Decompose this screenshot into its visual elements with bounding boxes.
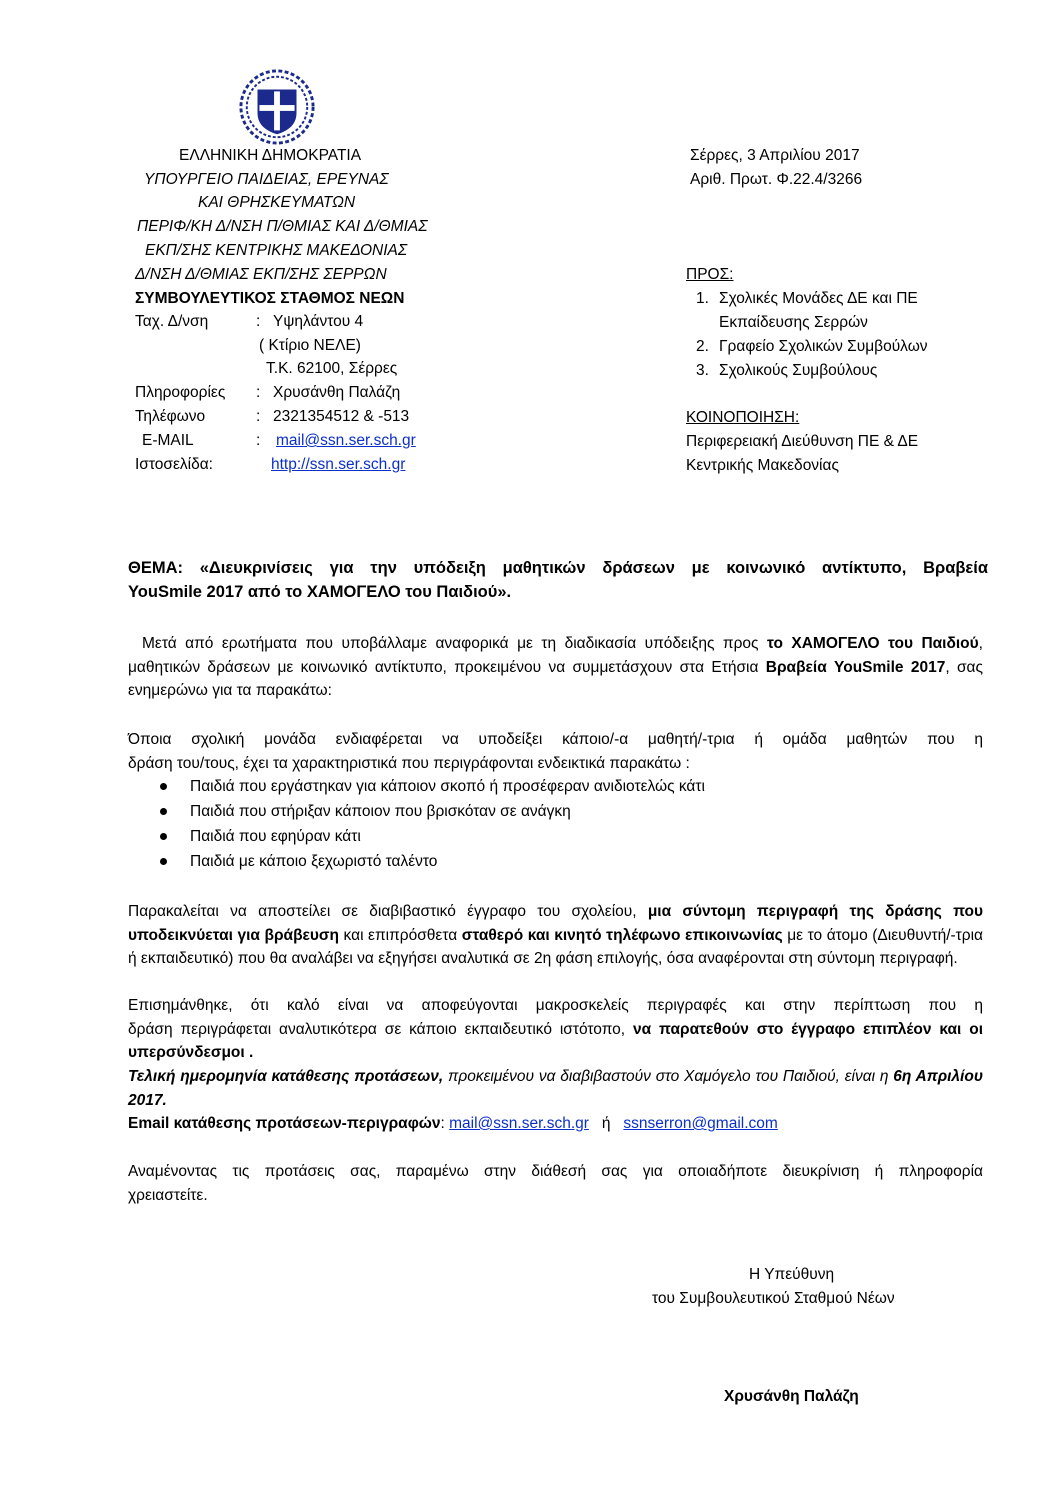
bullet-icon <box>160 808 167 815</box>
letter-date: Σέρρες, 3 Απριλίου 2017 <box>690 147 860 164</box>
recipient-3-line-1: Σχολικούς Συμβούλους <box>719 362 878 379</box>
closing-line-2: χρειαστείτε. <box>128 1186 208 1204</box>
address-label: Ταχ. Δ/νση <box>135 313 209 330</box>
paragraph-request <box>128 900 983 971</box>
closing-line-1: Αναμένοντας τις προτάσεις σας, παραμένω στην διάθεσή σας για οποιαδήποτε διευκρίνιση ή πληροφορία <box>128 1163 983 1180</box>
signature-title-1: Η Υπεύθυνη <box>749 1266 835 1283</box>
cc-label: ΚΟΙΝΟΠΟΙΗΣΗ: <box>686 409 800 426</box>
email-link[interactable]: mail@ssn.ser.sch.gr <box>276 432 416 449</box>
submission-email-link-2[interactable]: ssnserron@gmail.com <box>623 1115 778 1132</box>
submission-email-label: Email κατάθεσης προτάσεων-περιγραφών <box>128 1115 441 1132</box>
list-item: Παιδιά που εργάστηκαν για κάποιον σκοπό ή προσέφεραν ανιδιοτελώς κάτι <box>128 774 705 799</box>
request-bold-a: μια σύντομη περιγραφή της δράσης <box>647 903 942 920</box>
submission-email-colon: : <box>440 1115 450 1132</box>
request-bold-c: σταθερό και κινητό τηλέφωνο επικοινωνίας <box>461 926 783 944</box>
criteria-list <box>128 774 705 874</box>
request-text-c: με το <box>782 926 823 944</box>
note-bold-b: επιπλέον και οι υπερσύνδεσμοι . <box>128 1020 984 1061</box>
recipient-2-number: 2. <box>696 338 709 355</box>
request-bold-b: που υποδεικνύεται για βράβευση <box>128 903 984 944</box>
submission-email-link-1[interactable]: mail@ssn.ser.sch.gr <box>449 1115 589 1132</box>
subject-line-2: YouSmile 2017 από το ΧΑΜΟΓΕΛΟ του Παιδιού». <box>128 583 512 601</box>
recipient-1-number: 1. <box>696 290 709 307</box>
paragraph-note <box>128 994 983 1065</box>
address-line-1: Υψηλάντου 4 <box>273 313 364 330</box>
list-item: Παιδιά που εφηύραν κάτι <box>128 824 705 849</box>
request-text-d: άτομο (Διευθυντή/-τρια ή εκπαιδευτικό) που θα αναλάβει να εξηγήσει αναλυτικά σε 2η φάση επιλογής, <box>128 926 984 967</box>
deadline-date: 6η Απριλίου 2017. <box>128 1068 983 1109</box>
sender-line-7: ΣΥΜΒΟΥΛΕΥΤΙΚΟΣ ΣΤΑΘΜΟΣ ΝΕΩΝ <box>135 290 405 307</box>
bullet-icon <box>160 858 167 865</box>
address-line-3: Τ.Κ. 62100, Σέρρες <box>266 360 398 377</box>
info-label: Πληροφορίες <box>135 384 226 401</box>
criteria-line-1: Όποια σχολική μονάδα ενδιαφέρεται να υποδείξει κάποιο/-α μαθητή/-τρια ή ομάδα μαθητών που η <box>128 731 983 748</box>
deadline-text-a: προκειμένου να διαβιβαστούν στο Χαμόγελο του Παιδιού, <box>443 1068 840 1085</box>
address-line-2: ( Κτίριο ΝΕΛΕ) <box>259 337 361 354</box>
request-text-e: όσα αναφέρονται στη σύντομη περιγραφή. <box>666 950 958 967</box>
signature-title-2: του Συμβουλευτικού Σταθμού Νέων <box>652 1290 895 1307</box>
list-item: Παιδιά που στήριξαν κάποιον που βρισκόταν σε ανάγκη <box>128 799 705 824</box>
phone-label: Τηλέφωνο <box>135 408 206 425</box>
protocol-number: Αριθ. Πρωτ. Φ.22.4/3266 <box>690 171 863 188</box>
website-label: Ιστοσελίδα: <box>135 456 213 473</box>
website-link[interactable]: http://ssn.ser.sch.gr <box>271 456 406 473</box>
recipient-1-line-1: Σχολικές Μονάδες ΔΕ και ΠΕ <box>719 290 918 307</box>
request-text-a: Παρακαλείται να αποστείλει σε διαβιβαστικό έγγραφο του σχολείου, <box>128 903 648 920</box>
paragraph-deadline <box>128 1065 983 1112</box>
intro-bold-org-b: Παιδιού <box>921 635 979 652</box>
note-bold-a: να παρατεθούν στο έγγραφο <box>632 1020 856 1038</box>
address-colon: : <box>256 313 261 330</box>
bullet-icon <box>160 783 167 790</box>
paragraph-intro <box>128 632 983 703</box>
sender-line-1: ΕΛΛΗΝΙΚΗ ΔΗΜΟΚΡΑΤΙΑ <box>179 147 362 164</box>
intro-bold-org-a: το ΧΑΜΟΓΕΛΟ του <box>766 635 913 652</box>
subject <box>128 556 988 604</box>
deadline-bold-a: Τελική ημερομηνία κατάθεσης προτάσεων, <box>128 1068 444 1085</box>
subject-line-1: ΘΕΜΑ: «Διευκρινίσεις για την υπόδειξη μαθητικών δράσεων με κοινωνικό αντίκτυπο, Βραβεία <box>128 559 988 577</box>
request-text-b: και επιπρόσθετα <box>339 926 462 944</box>
intro-text-c: , σας ενημερώνω για τα παρακάτω: <box>128 658 983 699</box>
intro-bold-awards: Βραβεία YouSmile 2017 <box>765 658 946 676</box>
submission-email-or: ή <box>588 1115 624 1132</box>
email-colon: : <box>256 432 261 449</box>
note-line-1: Επισημάνθηκε, ότι καλό είναι να αποφεύγονται μακροσκελείς περιγραφές και στην περίπτωση που η <box>128 997 983 1014</box>
email-label: E-MAIL <box>142 432 194 449</box>
bullet-icon <box>160 833 167 840</box>
paragraph-criteria <box>128 728 983 775</box>
info-value: Χρυσάνθη Παλάζη <box>273 384 401 401</box>
sender-line-2: ΥΠΟΥΡΓΕΙΟ ΠΑΙΔΕΙΑΣ, ΕΡΕΥΝΑΣ <box>144 171 389 188</box>
sender-line-4: ΠΕΡΙΦ/ΚΗ Δ/ΝΣΗ Π/ΘΜΙΑΣ ΚΑΙ Δ/ΘΜΙΑΣ <box>137 218 428 235</box>
recipient-1-line-2: Εκπαίδευσης Σερρών <box>719 314 868 331</box>
info-colon: : <box>256 384 261 401</box>
signature-name: Χρυσάνθη Παλάζη <box>724 1388 859 1405</box>
sender-line-3: ΚΑΙ ΘΡΗΣΚΕΥΜΑΤΩΝ <box>198 194 356 211</box>
recipient-2-line-1: Γραφείο Σχολικών Συμβούλων <box>719 338 928 355</box>
phone-colon: : <box>256 408 261 425</box>
criteria-line-2: δράση του/τους, έχει τα χαρακτηριστικά που περιγράφονται ενδεικτικά παρακάτω : <box>128 754 690 772</box>
cc-line-1: Περιφερειακή Διεύθυνση ΠΕ & ΔΕ <box>686 433 919 450</box>
list-item: Παιδιά με κάποιο ξεχωριστό ταλέντο <box>128 849 705 874</box>
intro-text-a: Μετά από ερωτήματα που υποβάλλαμε αναφορικά με τη διαδικασία υπόδειξης προς <box>142 635 767 652</box>
submission-emails <box>128 1112 983 1136</box>
sender-line-5: ΕΚΠ/ΣΗΣ ΚΕΝΤΡΙΚΗΣ ΜΑΚΕΔΟΝΙΑΣ <box>145 242 408 259</box>
paragraph-closing <box>128 1160 983 1207</box>
to-label: ΠΡΟΣ: <box>686 266 734 283</box>
cc-line-2: Κεντρικής Μακεδονίας <box>686 457 839 474</box>
intro-text-b: , μαθητικών δράσεων με κοινωνικό αντίκτυπο, προκειμένου να συμμετάσχουν στα Ετήσια <box>128 635 983 676</box>
phone-value: 2321354512 & -513 <box>273 408 410 425</box>
recipient-3-number: 3. <box>696 362 709 379</box>
greek-seal-logo <box>238 68 316 146</box>
deadline-text-b: είναι η <box>844 1068 894 1085</box>
sender-line-6: Δ/ΝΣΗ Δ/ΘΜΙΑΣ ΕΚΠ/ΣΗΣ ΣΕΡΡΩΝ <box>135 266 387 283</box>
note-text-b: δράση περιγράφεται αναλυτικότερα σε κάποιο εκπαιδευτικό ιστότοπο, <box>128 1020 633 1038</box>
